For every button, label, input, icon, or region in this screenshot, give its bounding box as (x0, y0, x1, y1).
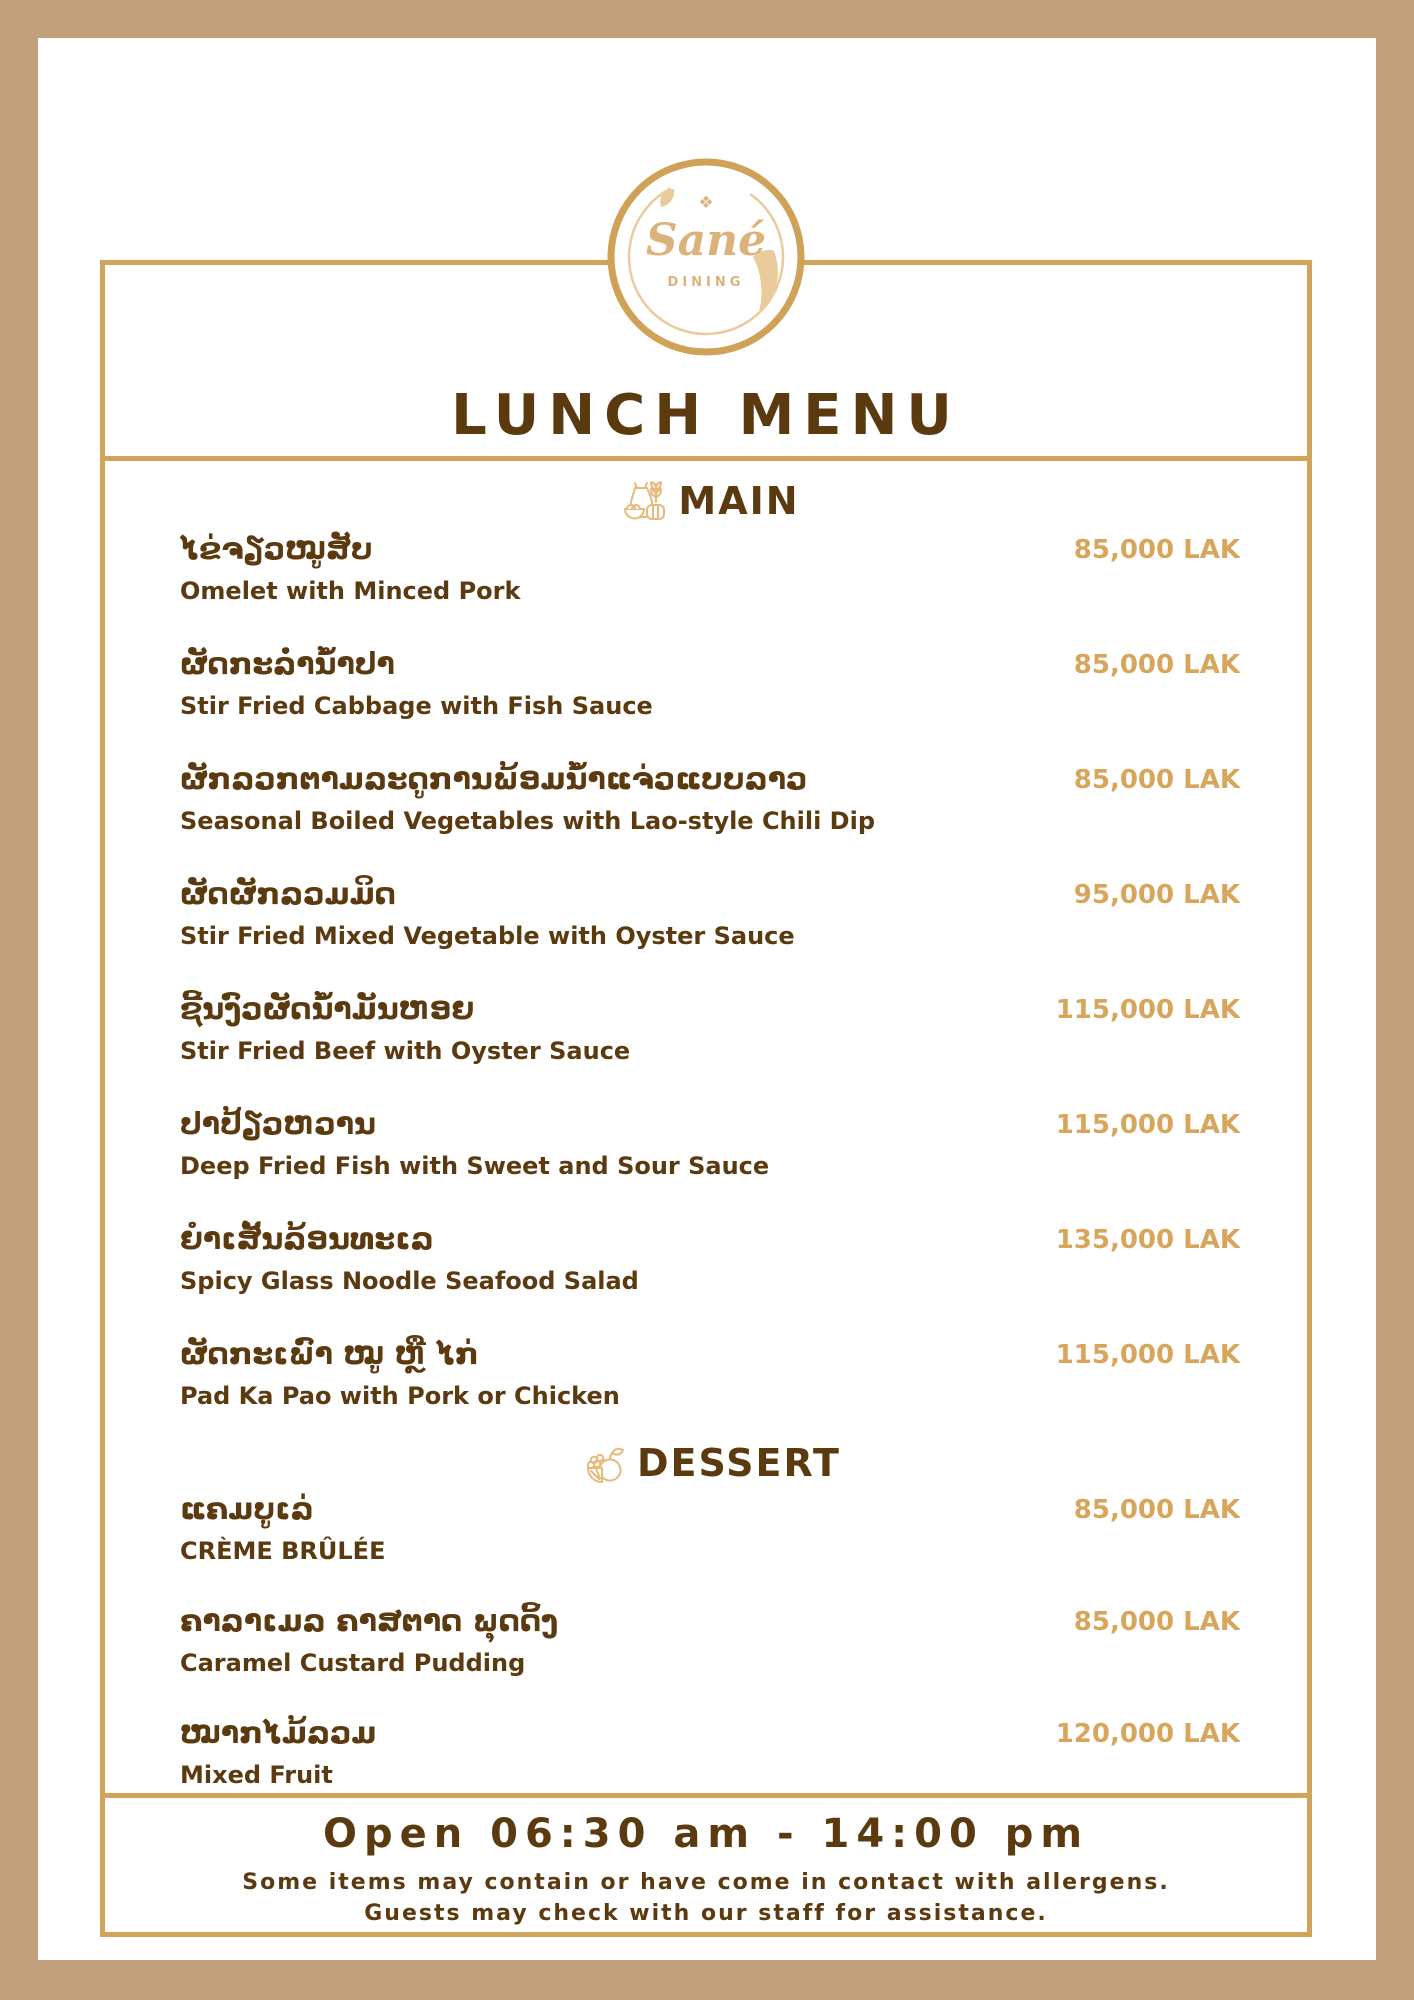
menu-content (100, 472, 1312, 1828)
menu-item (180, 992, 1240, 1066)
item-name-lao: ຍຳເສັ້ນລ້ອນທະເລ (180, 1222, 434, 1257)
item-name-lao: ໝາກໄມ້ລວມ (180, 1716, 377, 1751)
item-price: 115,000 LAK (1055, 1110, 1240, 1140)
page-title: LUNCH MENU (451, 383, 961, 448)
title-divider-line (103, 456, 1309, 461)
menu-item (180, 647, 1240, 721)
logo-wordmark: Sané (645, 215, 767, 266)
item-price: 115,000 LAK (1055, 1340, 1240, 1370)
item-name-lao: ຊີ້ນງົວຜັດນ້ຳມັນຫອຍ (180, 992, 475, 1027)
section-label-main: MAIN (678, 479, 800, 523)
opening-hours: Open 06:30 am - 14:00 pm (322, 1811, 1090, 1857)
menu-item (180, 1716, 1240, 1790)
item-price: 85,000 LAK (1073, 650, 1240, 680)
item-price: 85,000 LAK (1073, 1607, 1240, 1637)
restaurant-logo (606, 157, 806, 357)
item-name-lao: ຜັດກະລ່ຳນ້ຳປາ (180, 647, 395, 682)
menu-item (180, 1492, 1240, 1566)
item-name-en: Stir Fried Beef with Oyster Sauce (180, 1037, 631, 1065)
section-header-main (180, 472, 1240, 530)
item-name-lao: ຜັດກະເພົາ ໝູ ຫຼື ໄກ່ (180, 1337, 479, 1372)
item-price: 85,000 LAK (1073, 1495, 1240, 1525)
menu-item (180, 1337, 1240, 1411)
item-name-lao: ແຄມບູເລ່ (180, 1492, 314, 1527)
footer-notes (100, 1867, 1312, 1929)
section-header-dessert (180, 1434, 1240, 1492)
logo-lattice-icon: ❖ (698, 193, 714, 213)
item-name-lao: ຜັດຜັກລວມມິດ (180, 877, 396, 912)
item-name-en: Pad Ka Pao with Pork or Chicken (180, 1382, 620, 1410)
item-price: 115,000 LAK (1055, 995, 1240, 1025)
menu-item (180, 877, 1240, 951)
item-name-en: Deep Fried Fish with Sweet and Sour Sauce (180, 1152, 770, 1180)
item-name-en: Stir Fried Cabbage with Fish Sauce (180, 692, 653, 720)
allergen-note: Some items may contain or have come in contact with allergens. (242, 1870, 1170, 1895)
item-name-en: Omelet with Minced Pork (180, 577, 521, 605)
menu-item (180, 1222, 1240, 1296)
item-name-en: Seasonal Boiled Vegetables with Lao-style Chili Dip (180, 807, 876, 835)
item-name-lao: ປາປ້ຽວຫວານ (180, 1107, 376, 1142)
item-price: 120,000 LAK (1055, 1719, 1240, 1749)
item-price: 85,000 LAK (1073, 765, 1240, 795)
item-name-lao: ຜັກລວກຕາມລະດູການພ້ອມນ້ຳແຈ່ວແບບລາວ (180, 762, 808, 797)
bread-and-flour-icon (620, 478, 666, 524)
menu-item (180, 532, 1240, 606)
item-name-lao: ຄາລາເມລ ຄາສຕາດ ພຸດດິ້ງ (180, 1604, 559, 1639)
fruit-basket-icon (579, 1440, 625, 1486)
item-price: 95,000 LAK (1073, 880, 1240, 910)
item-name-en: Mixed Fruit (180, 1761, 333, 1789)
menu-item (180, 762, 1240, 836)
item-price: 135,000 LAK (1055, 1225, 1240, 1255)
menu-item (180, 1107, 1240, 1181)
item-price: 85,000 LAK (1073, 535, 1240, 565)
logo-subtitle: DINING (667, 275, 745, 290)
menu-item (180, 1604, 1240, 1678)
item-name-lao: ໄຂ່ຈຽວໝູສັບ (180, 532, 373, 567)
section-label-dessert: DESSERT (637, 1441, 841, 1485)
item-name-en: CRÈME BRÛLÉE (180, 1537, 386, 1565)
assistance-note: Guests may check with our staff for assistance. (364, 1901, 1048, 1926)
item-name-en: Stir Fried Mixed Vegetable with Oyster Sauce (180, 922, 795, 950)
footer (100, 1802, 1312, 1929)
item-name-en: Caramel Custard Pudding (180, 1649, 526, 1677)
item-name-en: Spicy Glass Noodle Seafood Salad (180, 1267, 639, 1295)
